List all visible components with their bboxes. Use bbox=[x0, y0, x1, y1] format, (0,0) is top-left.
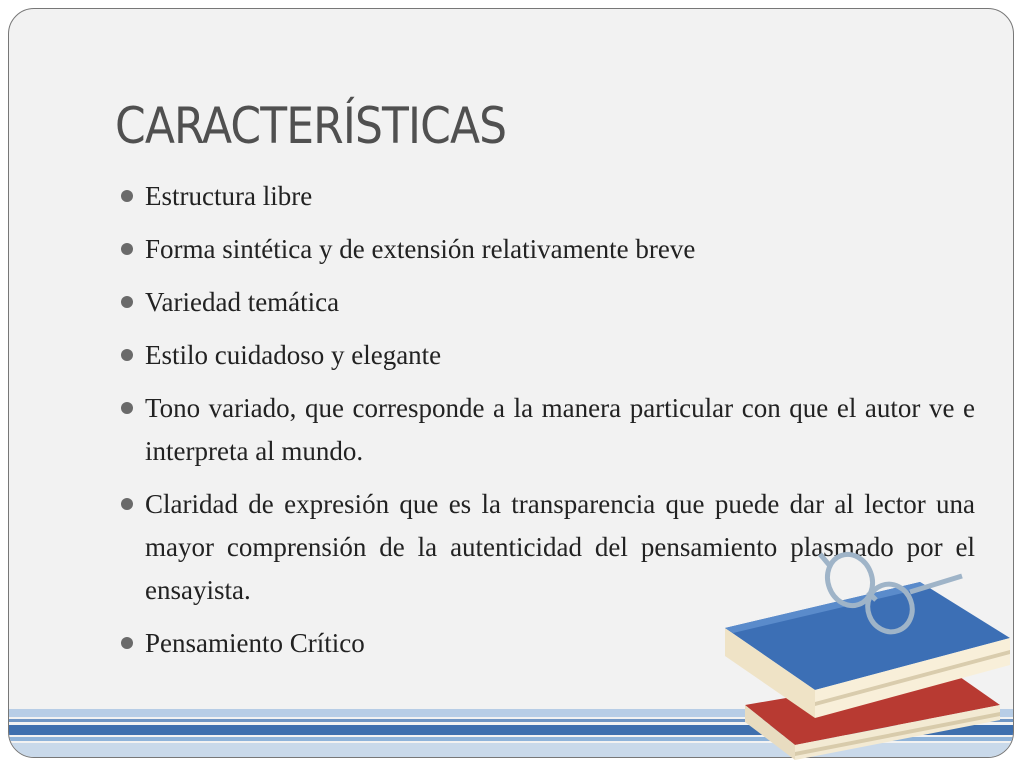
bullet-item: Claridad de expresión que es la transparencia que puede dar al lector una mayor comprensión de la autenticidad del pensamiento plasmado por el ensayista. bbox=[119, 483, 975, 612]
bullet-item: Estilo cuidadoso y elegante bbox=[119, 334, 975, 377]
bullet-item: Forma sintética y de extensión relativamente breve bbox=[119, 228, 975, 271]
books-illustration bbox=[700, 540, 1020, 762]
bullet-item: Pensamiento Crítico bbox=[119, 622, 975, 665]
bullet-item: Variedad temática bbox=[119, 281, 975, 324]
bullet-item: Estructura libre bbox=[119, 175, 975, 218]
slide-title: CARACTERÍSTICAS bbox=[115, 97, 507, 155]
bullet-item: Tono variado, que corresponde a la manera particular con que el autor ve e interpreta al mundo. bbox=[119, 387, 975, 473]
